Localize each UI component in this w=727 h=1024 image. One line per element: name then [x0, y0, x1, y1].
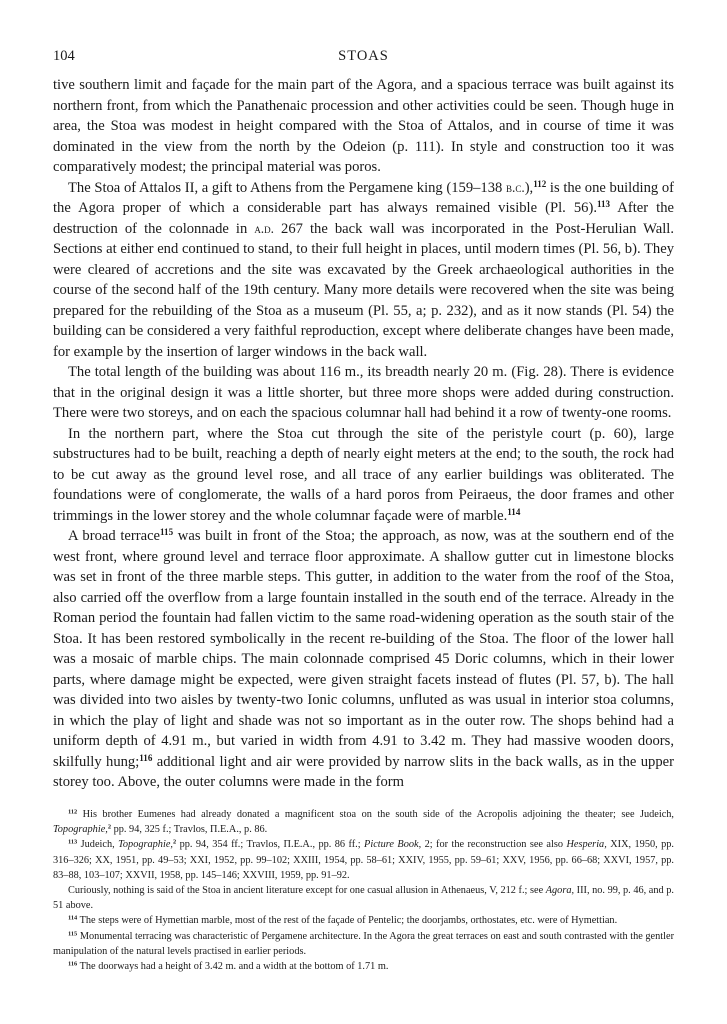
footnote-113 — [53, 837, 674, 883]
text-run: 267 the back wall was incorporated in the Post-Herulian Wall. Sections at either end continued to stand, to their full height in places, until modern times (Pl. 56, b). They were cleared of accretions and the site was excavated by the Greek archaeological authorities in the course of the second half of the 19th century. Many more details were recovered when the site was being prepared for the rebuilding of the Stoa as a museum (Pl. 55, a; p. 232), and as it now stands (Pl. 54) the building can be considered a very faithful reproduction, except where deliberate changes have been made, for example by the insertion of larger windows in the back wall. — [53, 220, 674, 360]
cited-title: Agora, — [545, 885, 575, 897]
text-run: III, no. 99, p. 46, and p. 51 above. — [53, 885, 674, 912]
footnote-ref-113[interactable]: 113 — [596, 199, 611, 210]
paragraph-1: tive southern limit and façade for the main part of the Agora, and a spacious terrace was built against its northern front, from which the Panathenaic procession and other activities could be seen. Though huge in area, the Stoa was modest in height compared with the Stoa of Attalos, and in course of time it was dominated in the view from the north by the Odeion (p. 111). In style and construction too it was comparatively modest; the principal material was poros. — [53, 77, 674, 175]
footnote-ref-116[interactable]: 116 — [139, 752, 153, 763]
running-head-title: STOAS — [338, 48, 389, 64]
cited-title: Topographie, — [53, 824, 108, 836]
footnote-ref-112[interactable]: 112 — [533, 178, 547, 189]
page-number: 104 — [53, 48, 75, 64]
text-run: pp. 94, 325 f.; Travlos, Π.Ε.Α., p. 86. — [111, 824, 268, 836]
footnote-ref-114[interactable]: 114 — [507, 506, 521, 517]
era-abbreviation: b.c. — [505, 179, 525, 195]
text-run: The Stoa of Attalos II, a gift to Athens from the Pergamene king (159–138 — [68, 179, 506, 196]
text-run: pp. 94, 354 ff.; Travlos, Π.Ε.Α., pp. 86 ff.; — [176, 839, 365, 851]
text-run: 2; for the reconstruction see also — [421, 839, 567, 851]
footnote-113-continued — [53, 883, 674, 913]
footnote-number: 114 — [68, 914, 78, 922]
footnote-number: 113 — [68, 838, 78, 846]
text-run: A broad terrace — [68, 528, 161, 544]
main-text — [53, 75, 674, 793]
paragraph-5 — [53, 526, 674, 793]
footnote-115 — [53, 929, 674, 959]
footnote-number: 116 — [68, 960, 78, 968]
text-run: Monumental terracing was characteristic of Pergamene architecture. In the Agora the great terraces on east and south contrasted with the gentler manipulation of the natural levels practised in earlier periods. — [53, 930, 674, 957]
text-run: additional light and air were provided by narrow slits in the back walls, as in the upper storey too. Above, the outer columns were made in the form — [53, 753, 674, 790]
text-run: ), — [524, 179, 534, 196]
footnote-number: 112 — [68, 808, 78, 816]
cited-title: Picture Book, — [364, 839, 422, 851]
footnote-114 — [53, 913, 674, 928]
edition-superscript: 2 — [107, 823, 112, 831]
running-header — [53, 48, 674, 68]
cited-title: Hesperia, — [566, 839, 607, 851]
footnote-ref-115[interactable]: 115 — [160, 527, 174, 538]
paragraph-4 — [53, 424, 674, 527]
footnote-116 — [53, 959, 674, 974]
cited-title: Topographie, — [118, 839, 173, 851]
paragraph-2 — [53, 178, 674, 363]
text-run: In the northern part, where the Stoa cut through the site of the peristyle court (p. 60), large substructures had to be built, reaching a depth of nearly eight meters at the end; to the south, the rock had to be cut away as the ground level rose, and all trace of any earlier buildings was obliterated. The foundations were of conglomerate, the walls of a hard poros from Peiraeus, the door frames and other trimmings in the lower storey and the whole columnar façade were of marble. — [53, 425, 674, 524]
text-run: The doorways had a height of 3.42 m. and a width at the bottom of 1.71 m. — [77, 961, 389, 973]
era-abbreviation: a.d. — [254, 220, 275, 236]
text-run: was built in front of the Stoa; the approach, as now, was at the southern end of the west front, where ground level and terrace floor approximate. A shallow gutter cut in limestone blocks was set in front of the three marble steps. This gutter, in addition to the water from the roof of the Stoa, also carried off the overflow from a large fountain installed in the south end of the terrace. Already in the Roman period the fountain had fallen victim to the same road-widening operation as the south stair of the Stoa. It has been restored symbolically in the recent re-building of the Stoa. The floor of the lower hall was a mosaic of marble chips. The main colonnade comprised 45 Doric columns, which in their lower parts, where damage might be expected, were given straight facets instead of flutes (Pl. 57, b). The hall was divided into two aisles by twenty-two Ionic columns, unfluted as was usual in interior stoa columns, in which the play of light and shade was not so important as in the outer row. The shops behind had a uniform depth of 4.91 m., but varied in width from 4.91 to 3.42 m. They had massive wooden doors, skilfully hung; — [53, 528, 674, 770]
text-run: Curiously, nothing is said of the Stoa in ancient literature except for one casual allusion in Athenaeus, V, 212 f.; see — [68, 885, 546, 897]
footnote-112 — [53, 807, 674, 837]
footnote-number: 115 — [68, 930, 78, 938]
edition-superscript: 2 — [172, 838, 177, 846]
text-run: is the one building of the Agora proper of which a considerable part has always remained visible (Pl. 56). — [53, 179, 674, 216]
text-run: After the destruction of the colonnade in — [53, 200, 674, 237]
text-run: XIX, 1950, pp. 316–326; XX, 1951, pp. 49–53; XXI, 1952, pp. 99–102; XXIII, 1954, pp. 58–61; XXIV, 1955, pp. 59–61; XXV, 1956, pp. 66–68; XXVI, 1957, pp. 83–88, 103–107; XXVII, 1958, pp. 145–146; XXVIII, 1959, pp. 91–92. — [53, 839, 675, 881]
text-run: Judeich, — [77, 839, 119, 851]
text-run: The steps were of Hymettian marble, most of the rest of the façade of Pentelic; the doorjambs, orthostates, etc. were of Hymettian. — [77, 915, 618, 927]
paragraph-3: The total length of the building was about 116 m., its breadth nearly 20 m. (Fig. 28). There is evidence that in the original design it was a little shorter, but three more shops were added during construction. There were two storeys, and on each the spacious columnar hall had behind it a row of twenty-one rooms. — [53, 364, 674, 421]
footnotes — [53, 807, 674, 974]
text-run: His brother Eumenes had already donated a magnificent stoa on the south side of the Acropolis adjoining the theater; see Judeich, — [77, 809, 674, 820]
